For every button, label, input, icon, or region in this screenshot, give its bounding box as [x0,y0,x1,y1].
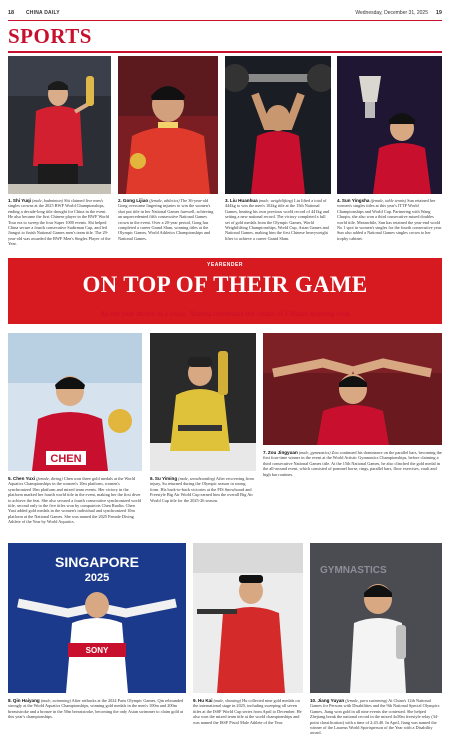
profile-role: (male, badminton) [32,198,63,203]
profile-text: After recovering from injury, Su returned during the Olympic season in strong form. His back-to-back victories at the FIS Snowboard and Freestyle Big Air World Cup earned him the overall Big Air World Cup title for the 2025-26 season. [150,476,254,503]
issue-date: Wednesday, December 31, 2025 [355,10,428,16]
profile-name: Hu Kai [197,698,213,703]
photo-hu-kai [193,543,303,693]
profile-number: 5. [8,476,12,481]
photo-su-yiming [150,333,256,471]
profile-8 [8,698,186,720]
photo-gong-lijiao [118,56,218,194]
photo-sun-yingsha [337,56,442,194]
profile-name: Su Yiming [154,476,178,481]
page-number-right: 19 [435,10,442,16]
photo-text-year: 2025 [84,572,110,584]
profile-5 [8,476,143,525]
profile-number: 8. [8,698,12,703]
profile-number: 2. [118,198,122,203]
photo-text-gymnastics: GYMNASTICS [320,565,387,576]
banner-kicker: YEARENDER [207,262,243,268]
profile-role: (male, swimming) [40,698,71,703]
profile-7 [263,450,442,477]
profile-text: The 36-year-old Gong overcame lingering injuries to win the women's shot put title in her National Games farewell, achieving an unprecedented fifth consecutive National Games crown in the event. Over a 20-year period, Gong has completed a career Grand Slam, winning titles at the Olympic Games, World Athletics Championships and National Games. [118,198,214,241]
profile-1 [8,198,112,247]
profile-name: Chen Yuxi [12,476,36,481]
profile-role: (female, diving) [36,476,63,481]
profile-number: 1. [8,198,12,203]
profile-3 [225,198,331,241]
photo-chen-yuxi [8,333,142,471]
profile-role: (male, shooting) [213,698,242,703]
photo-text-singapore: SINGAPORE [54,554,140,570]
profile-text: After setbacks at the 2024 Paris Olympic Games, Qin rebounded strongly at the World Aquatics Championships, winning gold medals in the men's 100m and 200m breaststroke and a bronze in the 50m breaststroke, becoming the only Asian swimmer to claim gold at this year's championships. [8,698,184,720]
banner-subhead: As the year draws to a close, Xinhua celebrates the cream of China's sporting crop [100,309,350,318]
profile-name: Jiang Yuyan [317,698,345,703]
profile-name: Liu Huanhua [229,198,258,203]
profile-6 [150,476,256,503]
profile-text: Sun retained her women's singles titles at this year's ITTF World Championships and World Cup. Partnering with Wang Chuqin, she also won a third consecutive mixed doubles world title. Meanwhile, Sun has retained the year-end world No 1 spot in women's singles for the fourth consecutive year. Sun also added a National Games singles crown to her trophy cabinet. [337,198,442,241]
profile-name: Gong Lijiao [122,198,149,203]
profile-role: (female, table tennis) [370,198,407,203]
profile-9 [193,698,303,725]
page-number-left: 18 [8,10,15,16]
profile-number: 9. [193,698,197,703]
profile-name: Sun Yingsha [341,198,370,203]
profile-text: At China's 12th National Games for Persons with Disabilities and the 9th National Special Olympics Games, Jiang won gold in all nine events she contested. She helped Zhejiang break the national record in the mixed 4x50m freestyle relay (34-point classification) with a time of 2:43.40. In April, Jiang was named the winner of the Laureus World Sportsperson of the Year with a Disability award. [310,698,440,736]
photo-qin-haiyang [8,543,186,693]
section-rule [8,51,442,53]
profile-4 [337,198,442,241]
profile-text: Liu lifted a total of 444kg to win the men's 102kg title at the 15th National Games, beating his own previous world record of 441kg and setting a new national record. The victory completed a full set of gold medals from the Olympic Games, World Weightlifting Championships, World Cup, Asian Games and National Games, making him the first Chinese heavyweight lifter to achieve a career Grand Slam. [225,198,330,241]
profile-text: Chen won three gold medals at the World Aquatics Championships in the women's 10m platform, women's synchronized 10m platform and mixed team events. Her victory in the platform marked her fourth world title in the event, making her the first diver to achieve the feat. She also secured a fourth consecutive synchronized world title, second only to the five titles won by compatriots Chen Ruolin. Chen Yuxi added gold medals in the women's individual and synchronized 10m platform at the National Games. She was named the 2025 Female Diving Athlete of the Year by World Aquatics. [8,476,142,525]
banner-headline: ON TOP OF THEIR GAME [82,272,368,297]
section-title: SPORTS [8,24,92,48]
profile-number: 3. [225,198,229,203]
profile-name: Qin Haiyang [12,698,40,703]
profile-10 [310,698,442,736]
profile-role: (female, para swimming) [345,698,388,703]
profile-role: (female, athletics) [149,198,180,203]
profile-text: Hu collected nine gold medals on the international stage in 2025, including sweeping all seven titles at the ISSF World Cup series from April to December. He also won the mixed team title at the world championships and was named the ISSF Pistol Male Athlete of the Year. [193,698,302,725]
profile-name: Zou Jingyuan [267,450,298,455]
profile-role: (male, snowboarding) [178,476,216,481]
profile-number: 6. [150,476,154,481]
photo-text-sony: SONY [85,646,109,655]
publication-name: CHINA DAILY [26,10,60,16]
profile-number: 7. [263,450,267,455]
profile-number: 10. [310,698,317,703]
profile-number: 4. [337,198,341,203]
photo-shi-yuqi [8,56,111,194]
profile-text: Shi claimed five men's singles crowns at the 2025 BWF World Championships, ending a decade-long title drought for China in the event. He also became the first Chinese player in the BWF World Tour era to sweep the four Super 1000 events. Shi helped China secure a fourth consecutive Sudirman Cup, and led Jiangxi to finish National Games men's team title. The 29-year-old was awarded the BWF Men's Singles Player of the Year. [8,198,111,247]
photo-zou-jingyuan [263,333,442,445]
profile-2 [118,198,218,241]
photo-jiang-yuyan [310,543,442,693]
profile-name: Shi Yuqi [12,198,31,203]
profile-role: (male, weightlifting) [258,198,294,203]
photo-text-chen: CHEN [50,453,82,465]
profile-text: Zou continued his dominance on the parallel bars, becoming the first four-time winner in the event at the World Artistic Gymnastics Championships, before claiming a third consecutive National Games title. At the 15th National Games, he also clinched the gold medal in the all-around event, which consisted of pommel horse, rings, parallel bars, floor exercises, vault and high bar routines. [263,450,442,477]
profile-role: (male, gymnastics) [298,450,331,455]
photo-liu-huanhua [225,56,331,194]
page-header [8,6,442,20]
header-rule [8,20,442,21]
